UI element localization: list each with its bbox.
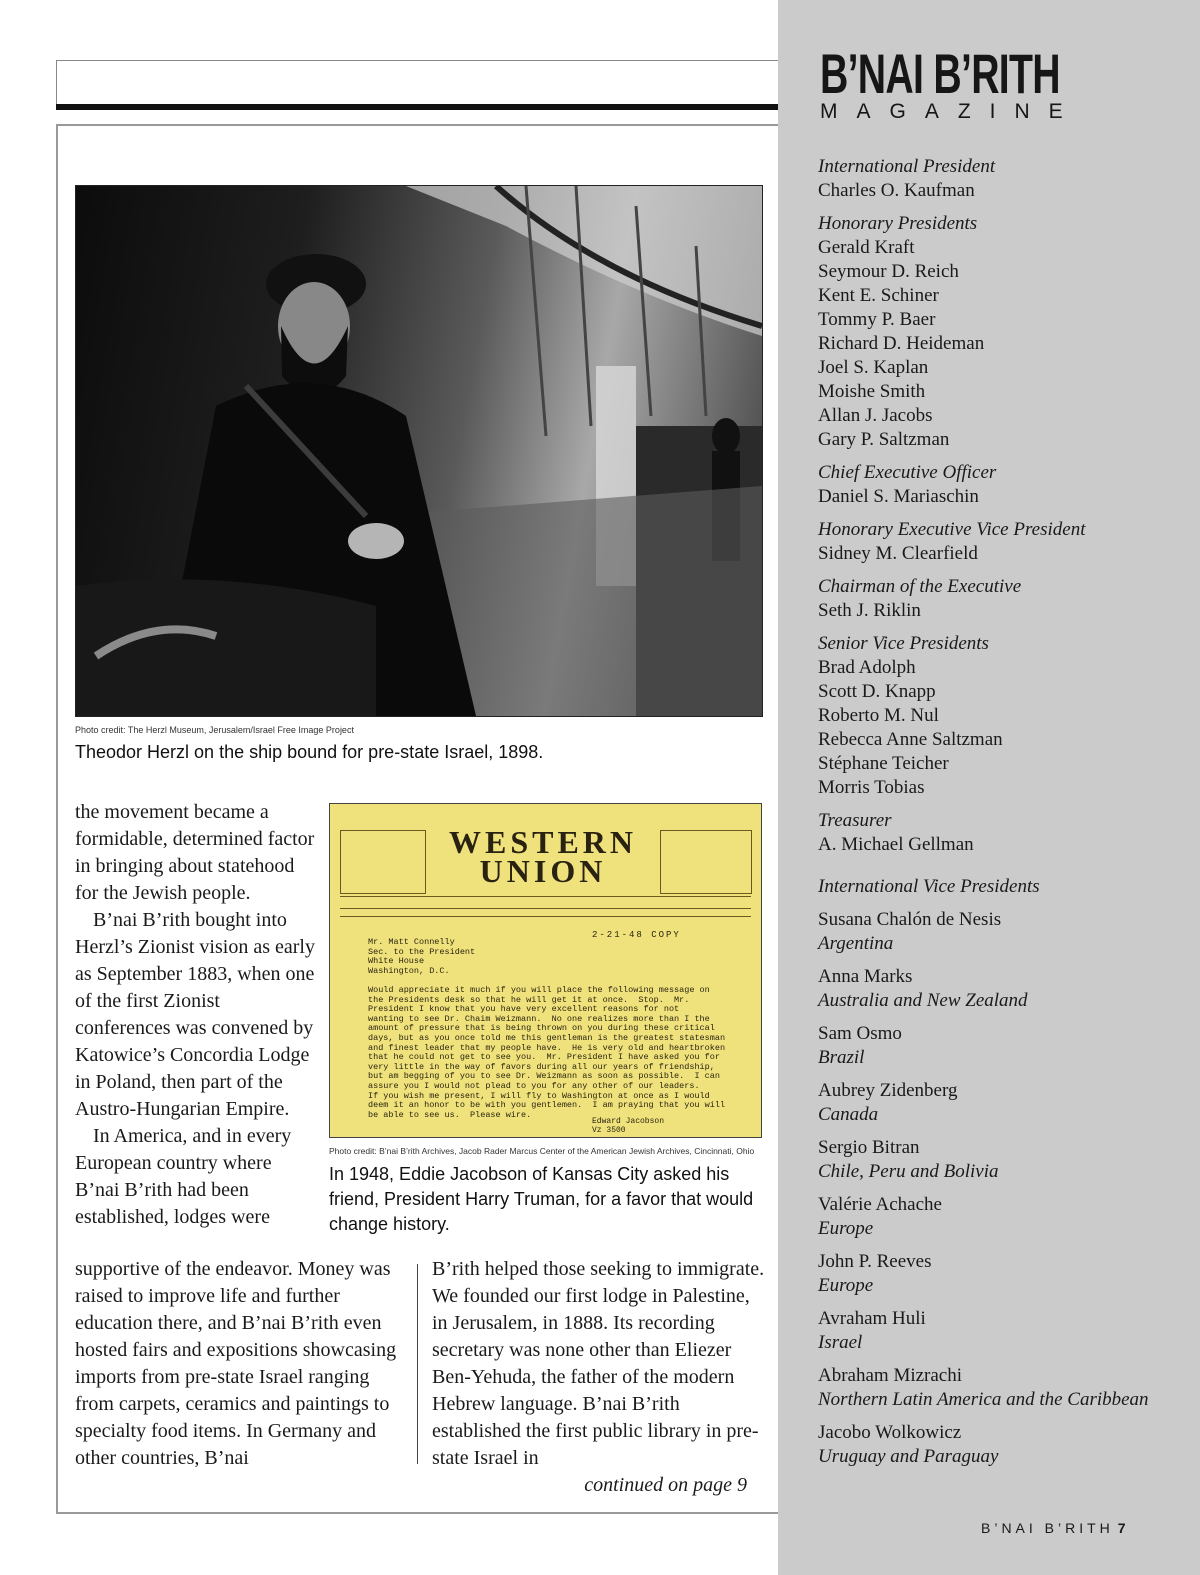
article-paragraph: B’rith helped those seeking to immigrate. We founded our first lodge in Palestine, in Jerusalem, in 1888. Its recording secretary was none other than Eliezer Ben-Yehuda, the father of the modern Hebrew language. B’nai B’rith established the first public library in pre-state Israel in [432, 1258, 765, 1469]
masthead-name: Seymour D. Reich [818, 261, 959, 282]
header-box [56, 60, 787, 106]
vp-region: Brazil [818, 1047, 865, 1068]
vp-region: Chile, Peru and Bolivia [818, 1161, 999, 1182]
masthead-name: Susana Chalón de Nesis [818, 909, 1002, 930]
masthead-name: Gerald Kraft [818, 237, 915, 258]
herzl-photo [75, 185, 763, 717]
telegram-body: Mr. Matt Connelly Sec. to the President White House Washington, D.C. Would appreciate it much if you will place the following message on the Presidents desk so that he will get it at once. Stop. Mr. President I know that you have very excellent reasons for not wanting to see Dr. Chaim Weizmann. No one realizes more than I the amount of pressure that is being thrown on you during these critical days, but as you once told me this gentleman is the greatest statesman and finest leader that my people have. He is very old and heartbroken that he could not get to see you. Mr. President I have asked you for very little in the way of favors during all our years of friendship, but am begging of you to see Dr. Weizmann as soon as possible. I can assure you I would not plead to you for any other of our leaders. If you wish me present, I will fly to Washington at once as I would deem it an honor to be with you gentlemen. I am praying that you will be able to see us. Please wire. [368, 937, 726, 1120]
telegram-heading-line2: UNION [479, 853, 607, 889]
vp-region: Europe [818, 1218, 874, 1239]
continued-note: continued on page 9 [584, 1474, 747, 1496]
masthead-title: International President [818, 156, 996, 177]
telegram-rule [340, 916, 751, 917]
masthead-name: Joel S. Kaplan [818, 357, 929, 378]
article-bottom-left: supportive of the endeavor. Money was raised to improve life and further education there, and B’nai B’rith even hosted fairs and expositions showcasing imports from pre-state Israel ranging from carpets, ceramics and paintings to specialty food items. In Germany and other countries, B’nai [75, 1258, 397, 1469]
masthead-title: International Vice Presidents [818, 876, 1040, 897]
masthead-title: Honorary Presidents [818, 213, 978, 234]
masthead-name: Gary P. Saltzman [818, 429, 950, 450]
folio-label: B’NAI B’RITH [981, 1520, 1114, 1536]
telegram-credit: Photo credit: B’nai B’rith Archives, Jacob Rader Marcus Center of the American Jewish Archives, Cincinnati, Ohio [329, 1146, 755, 1156]
masthead-name: Aubrey Zidenberg [818, 1080, 958, 1101]
masthead-group [818, 518, 1188, 566]
herzl-photo-credit: Photo credit: The Herzl Museum, Jerusalem/Israel Free Image Project [75, 725, 354, 735]
masthead-title: Honorary Executive Vice President [818, 519, 1086, 540]
masthead-name: A. Michael Gellman [818, 834, 974, 855]
masthead-name: Sidney M. Clearfield [818, 543, 978, 564]
masthead-name: Kent E. Schiner [818, 285, 939, 306]
masthead-group [818, 575, 1188, 623]
logo-subtitle: MAGAZINE [820, 100, 1082, 123]
masthead-name: Sam Osmo [818, 1023, 902, 1044]
masthead-name: Roberto M. Nul [818, 705, 939, 726]
vice-president-entry [818, 1307, 1188, 1355]
vp-region: Australia and New Zealand [818, 990, 1028, 1011]
vice-president-entry [818, 1421, 1188, 1469]
masthead-name: Daniel S. Mariaschin [818, 486, 979, 507]
masthead-group [818, 155, 1188, 203]
masthead-name: Anna Marks [818, 966, 913, 987]
masthead-group [818, 212, 1188, 452]
telegram-caption: In 1948, Eddie Jacobson of Kansas City asked his friend, President Harry Truman, for a favor that would change history. [329, 1164, 754, 1234]
telegram-date: 2-21-48 COPY [592, 930, 681, 940]
telegram-rule [340, 908, 751, 909]
herzl-photo-caption: Theodor Herzl on the ship bound for pre-state Israel, 1898. [75, 742, 544, 762]
vice-president-entry [818, 1364, 1188, 1412]
page-number: 7 [1117, 1520, 1126, 1536]
article-bottom-right [432, 1256, 767, 1499]
masthead-name: Rebecca Anne Saltzman [818, 729, 1003, 750]
header-rule [56, 104, 778, 110]
vice-president-entry [818, 1250, 1188, 1298]
masthead-name: John P. Reeves [818, 1251, 932, 1272]
masthead-title: Chief Executive Officer [818, 462, 997, 483]
vice-president-entry [818, 1193, 1188, 1241]
masthead-name: Valérie Achache [818, 1194, 942, 1215]
masthead-name: Sergio Bitran [818, 1137, 920, 1158]
article-paragraph: the movement became a formidable, determined factor in bringing about statehood for the Jewish people. [75, 801, 315, 904]
telegram-rule [340, 896, 751, 897]
article-left-column [75, 799, 315, 1231]
masthead-title: Senior Vice Presidents [818, 633, 989, 654]
telegram-heading-line1: WESTERN [448, 824, 638, 860]
vice-president-entry [818, 965, 1188, 1013]
masthead-name: Richard D. Heideman [818, 333, 985, 354]
masthead-name: Brad Adolph [818, 657, 916, 678]
vp-region: Uruguay and Paraguay [818, 1446, 999, 1467]
vice-president-entry [818, 908, 1188, 956]
masthead-title: Chairman of the Executive [818, 576, 1022, 597]
masthead-group [818, 875, 1188, 899]
masthead-name: Jacobo Wolkowicz [818, 1422, 962, 1443]
masthead-name: Morris Tobias [818, 777, 925, 798]
vice-president-entry [818, 1079, 1188, 1127]
magazine-logo [820, 44, 1080, 124]
telegram-class-box-right [660, 830, 752, 894]
vp-region: Europe [818, 1275, 874, 1296]
telegram-class-box-left [340, 830, 426, 894]
vp-region: Israel [818, 1332, 863, 1353]
masthead-name: Charles O. Kaufman [818, 180, 975, 201]
vp-region: Northern Latin America and the Caribbean [818, 1389, 1149, 1410]
masthead-group [818, 632, 1188, 800]
page-folio [981, 1520, 1126, 1536]
column-divider [417, 1264, 418, 1464]
masthead-name: Tommy P. Baer [818, 309, 936, 330]
telegram-heading [448, 824, 638, 889]
masthead-name: Avraham Huli [818, 1308, 926, 1329]
masthead-group [818, 809, 1188, 857]
telegram-signature: Edward Jacobson Vz 3500 [592, 1117, 665, 1135]
masthead-list [818, 155, 1188, 1478]
article-paragraph: In America, and in every European country where B’nai B’rith had been established, lodges were [75, 1125, 292, 1228]
article-paragraph: B’nai B’rith bought into Herzl’s Zionist vision as early as September 1883, when one of the first Zionist conferences was convened by Katowice’s Concordia Lodge in Poland, then part of the Austro-Hungarian Empire. [75, 909, 315, 1120]
masthead-group [818, 461, 1188, 509]
logo-title: B’NAI B’RITH [820, 42, 1060, 105]
vice-president-entry [818, 1022, 1188, 1070]
vp-region: Canada [818, 1104, 879, 1125]
vice-president-entry [818, 1136, 1188, 1184]
masthead-name: Stéphane Teicher [818, 753, 949, 774]
vp-region: Argentina [818, 933, 894, 954]
masthead-name: Scott D. Knapp [818, 681, 936, 702]
western-union-telegram [329, 803, 762, 1138]
masthead-name: Allan J. Jacobs [818, 405, 933, 426]
masthead-title: Treasurer [818, 810, 892, 831]
masthead-name: Seth J. Riklin [818, 600, 921, 621]
masthead-name: Moishe Smith [818, 381, 926, 402]
masthead-name: Abraham Mizrachi [818, 1365, 963, 1386]
